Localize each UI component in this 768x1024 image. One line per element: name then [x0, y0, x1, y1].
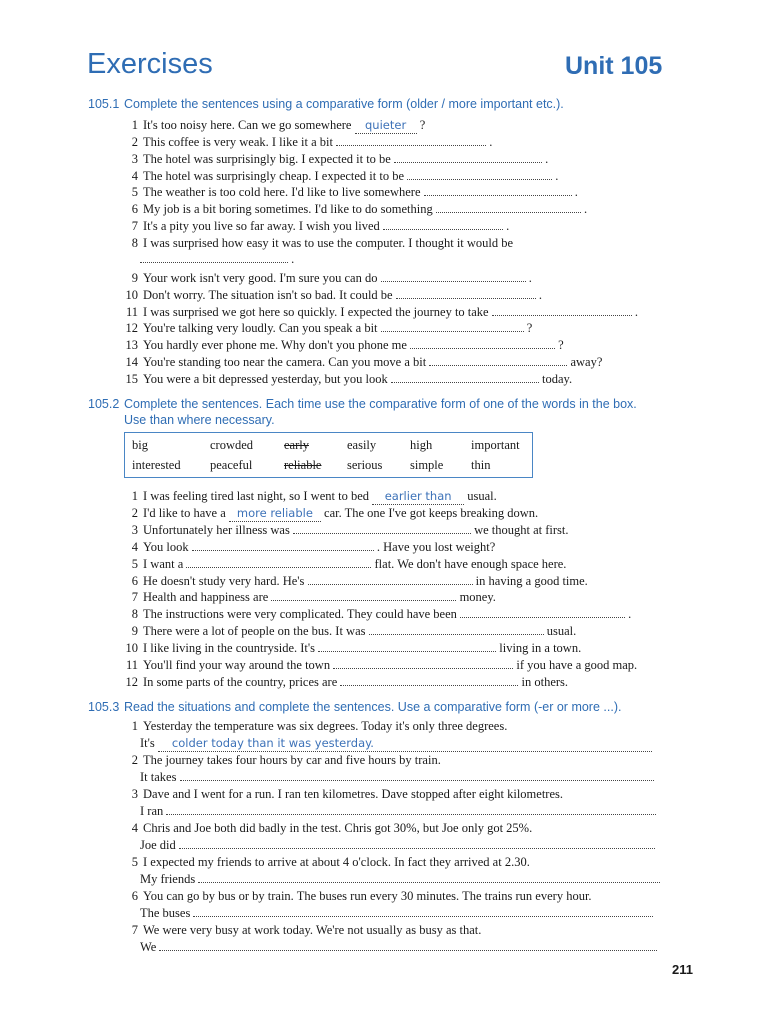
answer-field[interactable] — [396, 287, 536, 299]
exercise-item: 10 Don't worry. The situation isn't so bad. It could be . — [125, 288, 542, 302]
answer-field[interactable] — [166, 803, 656, 815]
page-number: 211 — [672, 962, 693, 977]
exercise-item: 4 The hotel was surprisingly cheap. I expected it to be . — [131, 169, 559, 183]
section-number: 105.1 — [88, 97, 120, 111]
answer-field[interactable] — [293, 522, 471, 534]
exercise-question: 3 Dave and I went for a run. I ran ten kilometres. Dave stopped after eight kilometres. — [131, 787, 563, 801]
answer-field[interactable] — [383, 218, 503, 230]
exercise-item: 12 You're talking very loudly. Can you speak a bit ? — [125, 321, 533, 335]
exercise-item: 1 I was feeling tired last night, so I went to bed earlier than usual. — [131, 489, 497, 503]
answer-field[interactable] — [186, 556, 371, 568]
word-box-word: simple — [410, 458, 444, 472]
answer-field[interactable]: more reliable — [229, 505, 321, 522]
word-box-word: thin — [471, 458, 491, 472]
section-number: 105.2 — [88, 397, 120, 411]
exercise-item: 8 The instructions were very complicated. They could have been . — [131, 607, 632, 621]
word-box-word: high — [410, 438, 433, 452]
exercise-answer-line: My friends — [140, 871, 660, 887]
exercise-question: 7 We were very busy at work today. We're not usually as busy as that. — [131, 923, 482, 937]
exercise-answer-line: Joe did — [140, 837, 655, 853]
answer-field[interactable] — [179, 837, 655, 849]
answer-field[interactable] — [381, 270, 526, 282]
word-box-word-used: early — [284, 438, 309, 452]
word-box — [124, 432, 533, 478]
exercise-item: 6 My job is a bit boring sometimes. I'd like to do something . — [131, 202, 588, 216]
section-105-2-heading — [88, 396, 637, 413]
exercise-item: 1 It's too noisy here. Can we go somewhere quieter ? — [131, 118, 426, 132]
section-instruction: Complete the sentences. Each time use the comparative form of one of the words in the box. — [124, 397, 637, 411]
word-box-word-used: reliable — [284, 458, 322, 472]
answer-field[interactable] — [198, 871, 660, 883]
answer-field[interactable] — [492, 304, 632, 316]
exercise-answer-line: I ran — [140, 803, 656, 819]
exercise-answer-line: We — [140, 939, 657, 955]
answer-field[interactable] — [429, 354, 567, 366]
section-number: 105.3 — [88, 700, 120, 714]
exercise-item: 7 It's a pity you live so far away. I wish you lived . — [131, 219, 510, 233]
answer-field[interactable] — [318, 640, 496, 652]
exercise-item: 14 You're standing too near the camera. Can you move a bit away? — [125, 355, 603, 369]
answer-field[interactable] — [340, 674, 518, 686]
word-box-word: important — [471, 438, 520, 452]
section-105-3-heading — [88, 699, 621, 716]
answer-field[interactable] — [333, 657, 513, 669]
word-box-word: easily — [347, 438, 377, 452]
exercise-item: 9 There were a lot of people on the bus. It was usual. — [131, 624, 577, 638]
answer-field[interactable] — [192, 539, 374, 551]
answer-field[interactable] — [193, 905, 653, 917]
exercise-item: 13 You hardly ever phone me. Why don't you phone me ? — [125, 338, 564, 352]
exercise-item: 2 This coffee is very weak. I like it a bit . — [131, 135, 493, 149]
answer-field[interactable] — [159, 939, 657, 951]
exercise-item: 11 You'll find your way around the town if you have a good map. — [125, 658, 638, 672]
page-title: Exercises — [87, 48, 213, 80]
answer-field[interactable] — [140, 251, 288, 263]
exercise-item: 12 In some parts of the country, prices are in others. — [125, 675, 569, 689]
section-instruction-line2: Use than where necessary. — [124, 413, 275, 427]
answer-field[interactable] — [391, 371, 539, 383]
exercise-item: 4 You look . Have you lost weight? — [131, 540, 496, 554]
exercise-answer-line: It's colder today than it was yesterday. — [140, 735, 652, 752]
answer-field[interactable] — [308, 573, 473, 585]
exercise-item: 5 The weather is too cold here. I'd like to live somewhere . — [131, 185, 578, 199]
answer-field[interactable] — [271, 589, 456, 601]
word-box-word: crowded — [210, 438, 254, 452]
answer-field[interactable] — [381, 320, 524, 332]
exercise-answer-line: It takes — [140, 769, 654, 785]
answer-field[interactable] — [436, 201, 581, 213]
exercise-item: 15 You were a bit depressed yesterday, but you look today. — [125, 372, 573, 386]
answer-field[interactable] — [369, 623, 544, 635]
exercise-question: 5 I expected my friends to arrive at about 4 o'clock. In fact they arrived at 2.30. — [131, 855, 530, 869]
answer-field[interactable] — [460, 606, 625, 618]
exercise-item: 9 Your work isn't very good. I'm sure you can do . — [131, 271, 532, 285]
exercise-item: 10 I like living in the countryside. It's living in a town. — [125, 641, 582, 655]
answer-field[interactable] — [410, 337, 555, 349]
word-box-word: serious — [347, 458, 383, 472]
exercise-item: 11 I was surprised we got here so quickly. I expected the journey to take . — [125, 305, 638, 319]
answer-field[interactable]: earlier than — [372, 488, 464, 505]
section-105-1-heading — [88, 96, 564, 113]
section-instruction: Read the situations and complete the sentences. Use a comparative form (-er or more ...). — [124, 700, 622, 714]
exercise-question: 2 The journey takes four hours by car and five hours by train. — [131, 753, 441, 767]
answer-field[interactable]: colder today than it was yesterday. — [158, 735, 652, 752]
exercise-answer-line: The buses — [140, 905, 653, 921]
word-box-word: interested — [132, 458, 181, 472]
section-instruction: Complete the sentences using a comparative form (older / more important etc.). — [124, 97, 564, 111]
answer-field[interactable]: quieter — [355, 117, 417, 134]
answer-field[interactable] — [180, 769, 654, 781]
exercise-question: 4 Chris and Joe both did badly in the test. Chris got 30%, but Joe only got 25%. — [131, 821, 533, 835]
answer-field[interactable] — [407, 168, 552, 180]
answer-field[interactable] — [424, 184, 572, 196]
exercise-item: 2 I'd like to have a more reliable car. The one I've got keeps breaking down. — [131, 506, 539, 520]
exercise-item: 8 I was surprised how easy it was to use the computer. I thought it would be — [131, 236, 514, 250]
answer-field[interactable] — [336, 134, 486, 146]
exercise-item-continuation: . — [140, 251, 294, 267]
unit-title: Unit 105 — [565, 52, 663, 80]
word-box-word: peaceful — [210, 458, 253, 472]
exercise-question: 1 Yesterday the temperature was six degrees. Today it's only three degrees. — [131, 719, 508, 733]
exercise-item: 6 He doesn't study very hard. He's in having a good time. — [131, 574, 588, 588]
exercise-question: 6 You can go by bus or by train. The buses run every 30 minutes. The trains run every hour. — [131, 889, 592, 903]
exercise-item: 3 The hotel was surprisingly big. I expected it to be . — [131, 152, 549, 166]
word-box-word: big — [132, 438, 148, 452]
answer-field[interactable] — [394, 151, 542, 163]
exercise-item: 3 Unfortunately her illness was we thought at first. — [131, 523, 569, 537]
exercise-item: 7 Health and happiness are money. — [131, 590, 496, 604]
exercise-item: 5 I want a flat. We don't have enough space here. — [131, 557, 567, 571]
